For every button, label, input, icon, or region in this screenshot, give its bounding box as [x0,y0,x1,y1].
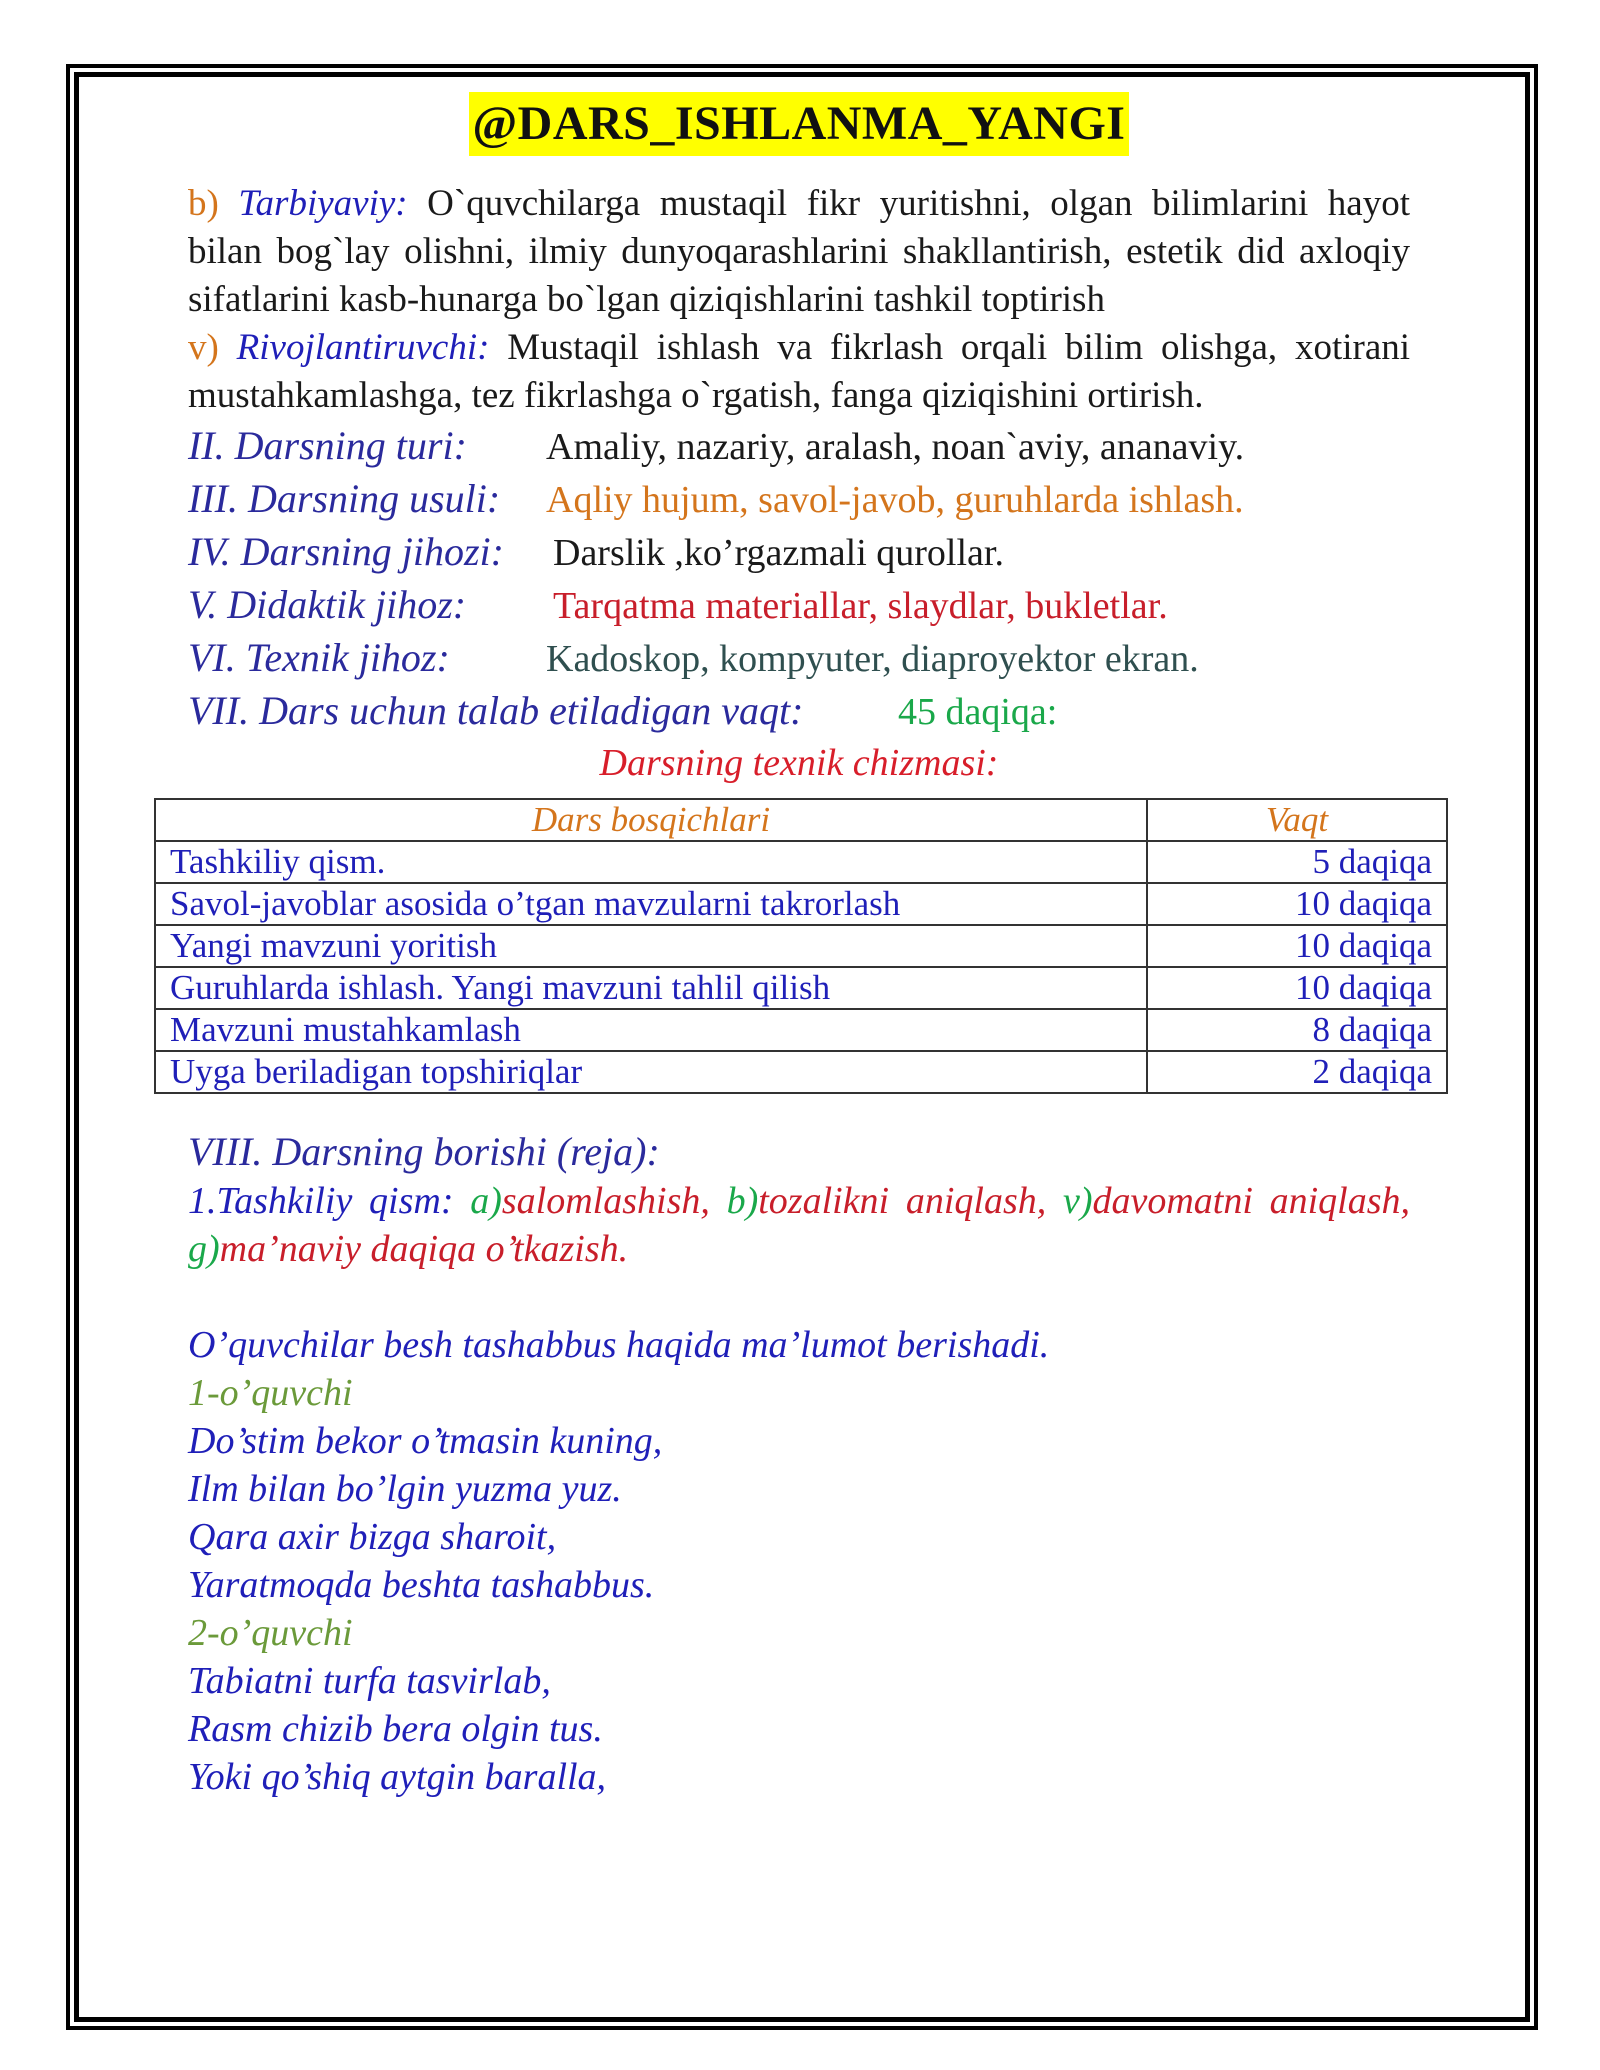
section-technical-value: Kadoskop, kompyuter, diaproyektor ekran. [546,638,1199,680]
table-cell-stage: Yangi mavzuni yoritish [155,925,1147,967]
progress-v-text: davomatni aniqlash, [1092,1180,1411,1222]
table-cell-stage: Tashkiliy qism. [155,841,1147,883]
table-row [155,1051,1447,1093]
progress-item-1-label: 1.Tashkiliy qism: [188,1180,454,1222]
section-equipment [188,526,1410,579]
poem-line: Ilm bilan bo’lgin yuzma yuz. [188,1468,622,1510]
poem-block [188,1321,1410,1801]
poem-line: Qara axir bizga sharoit, [188,1516,557,1558]
section-didactic [188,579,1410,632]
progress-title-text: VIII. Darsning borishi (reja): [188,1129,660,1174]
table-row [155,841,1447,883]
poem-intro: O’quvchilar besh tashabbus haqida ma’lumot berishadi. [188,1324,1050,1366]
goal-b-text: O`quvchilarga mustaqil fikr yuritishni, olgan bilimlarini hayot bilan bog`lay olishni, ilmiy dunyoqarashlarini shakllantirish, estetik did axloqiy sifatlarini kasb-hunarga bo`lgan qiziqishlarini tashkil toptirish [188,183,1410,320]
table-cell-time: 5 daqiqa [1147,841,1447,883]
section-type [188,420,1410,473]
section-didactic-value: Tarqatma materiallar, slaydlar, bukletlar. [553,585,1168,627]
section-method [188,473,1410,526]
goal-v-label: Rivojlantiruvchi: [236,327,490,368]
progress-title [188,1126,1410,1177]
plan-header-stage: Dars bosqichlari [155,799,1147,841]
section-equipment-value: Darslik ,ko’rgazmali qurollar. [553,532,1004,574]
page-content [170,92,1432,1801]
section-time-label: VII. Dars uchun talab etiladigan vaqt: [188,688,804,733]
table-cell-time: 10 daqiqa [1147,925,1447,967]
title-block [188,92,1410,164]
poem-line: Yaratmoqda beshta tashabbus. [188,1564,655,1606]
section-time [188,685,1410,738]
progress-item-1 [188,1177,1410,1273]
goal-b-paragraph [188,180,1410,324]
poem-line: Yoki qo’shiq aytgin baralla, [188,1756,607,1798]
section-technical [188,632,1410,685]
section-equipment-label: IV. Darsning jihozi: [188,529,504,574]
table-cell-time: 10 daqiqa [1147,967,1447,1009]
table-row [155,925,1447,967]
table-row [155,883,1447,925]
lesson-sections [188,420,1410,738]
spacer [188,1273,1410,1321]
poem-student-2: 2-o’quvchi [188,1612,353,1654]
progress-g-marker: g) [188,1228,220,1270]
section-didactic-label: V. Didaktik jihoz: [188,582,467,627]
section-method-label: III. Darsning usuli: [188,476,501,521]
progress-b-marker: b) [726,1180,759,1222]
table-cell-stage: Savol-javoblar asosida o’tgan mavzularni takrorlash [155,883,1147,925]
poem-line: Rasm chizib bera olgin tus. [188,1708,603,1750]
plan-header-time: Vaqt [1147,799,1447,841]
poem-line: Tabiatni turfa tasvirlab, [188,1660,551,1702]
section-type-label: II. Darsning turi: [188,423,467,468]
section-time-value: 45 daqiqa: [898,691,1058,733]
plan-table-header-row [155,799,1447,841]
goal-v-paragraph [188,324,1410,420]
poem-line: Do’stim bekor o’tmasin kuning, [188,1420,663,1462]
progress-a-marker: a) [470,1180,502,1222]
progress-v-marker: v) [1062,1180,1093,1222]
plan-table-wrap [170,798,1432,1118]
progress-g-text: ma’naviy daqiqa o’tkazish. [219,1228,629,1270]
table-cell-time: 8 daqiqa [1147,1009,1447,1051]
table-row [155,1009,1447,1051]
progress-a-text: salomlashish, [501,1180,710,1222]
table-cell-stage: Uyga beriladigan topshiriqlar [155,1051,1147,1093]
table-row [155,967,1447,1009]
poem-student-1: 1-o’quvchi [188,1372,353,1414]
goal-b-marker: b) [188,183,219,224]
table-cell-time: 10 daqiqa [1147,883,1447,925]
section-method-value: Aqliy hujum, savol-javob, guruhlarda ishlash. [546,479,1244,521]
goal-v-text: Mustaqil ishlash va fikrlash orqali bilim olishga, xotirani mustahkamlashga, tez fikrlashga o`rgatish, fanga qiziqishini ortirish. [188,327,1411,416]
table-cell-stage: Mavzuni mustahkamlash [155,1009,1147,1051]
goal-v-marker: v) [188,327,219,368]
goal-b-label: Tarbiyaviy: [238,183,408,224]
plan-table [154,798,1448,1094]
table-cell-stage: Guruhlarda ishlash. Yangi mavzuni tahlil qilish [155,967,1147,1009]
progress-b-text: tozalikni aniqlash, [758,1180,1047,1222]
section-technical-label: VI. Texnik jihoz: [188,635,450,680]
table-cell-time: 2 daqiqa [1147,1051,1447,1093]
page-title: @DARS_ISHLANMA_YANGI [469,92,1130,156]
plan-subtitle: Darsning texnik chizmasi: [599,742,999,784]
section-type-value: Amaliy, nazariy, aralash, noan`aviy, ananaviy. [546,426,1245,468]
